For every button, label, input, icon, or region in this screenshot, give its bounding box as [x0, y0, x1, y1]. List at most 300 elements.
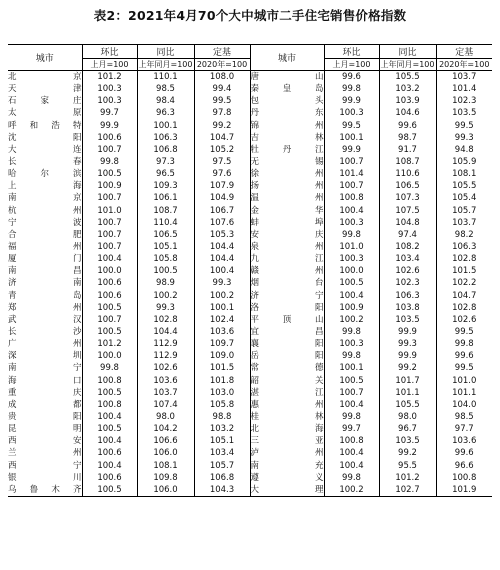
- city-name-left: [8, 180, 82, 192]
- mom-value-left: 99.8: [82, 156, 137, 168]
- yoy-value-left: 106.0: [137, 484, 194, 497]
- city-label: 韶关: [250, 375, 324, 386]
- city-label: 杭州: [8, 205, 82, 216]
- city-name-right: [250, 411, 324, 423]
- mom-value-right: 100.4: [324, 290, 379, 302]
- yoy-value-left: 102.6: [137, 362, 194, 374]
- mom-value-right: 100.3: [324, 217, 379, 229]
- fixed-value-right: 99.3: [436, 132, 492, 144]
- yoy-value-right: 107.3: [379, 192, 436, 204]
- yoy-value-left: 99.3: [137, 302, 194, 314]
- yoy-value-right: 102.6: [379, 265, 436, 277]
- mom-value-right: 100.4: [324, 447, 379, 459]
- mom-value-left: 100.5: [82, 484, 137, 497]
- fixed-value-left: 98.8: [194, 411, 250, 423]
- mom-value-right: 99.6: [324, 71, 379, 84]
- table-row: [8, 375, 492, 387]
- city-label: 扬州: [250, 181, 324, 192]
- yoy-value-left: 97.3: [137, 156, 194, 168]
- fixed-value-right: 94.8: [436, 144, 492, 156]
- fixed-value-left: 105.2: [194, 144, 250, 156]
- header-row: [8, 45, 492, 59]
- yoy-value-left: 112.9: [137, 350, 194, 362]
- mom-value-left: 100.6: [82, 290, 137, 302]
- city-label: 大连: [8, 144, 82, 155]
- yoy-value-right: 103.2: [379, 83, 436, 95]
- yoy-value-left: 106.3: [137, 132, 194, 144]
- fixed-value-right: 108.1: [436, 168, 492, 180]
- mom-value-right: 101.0: [324, 241, 379, 253]
- mom-value-right: 99.9: [324, 144, 379, 156]
- table-row: [8, 95, 492, 107]
- yoy-value-right: 99.3: [379, 338, 436, 350]
- fixed-value-right: 105.5: [436, 180, 492, 192]
- yoy-value-right: 110.6: [379, 168, 436, 180]
- yoy-value-right: 102.7: [379, 484, 436, 497]
- city-label: 昆明: [8, 424, 82, 435]
- yoy-value-left: 108.1: [137, 460, 194, 472]
- city-label: 呼和浩特: [8, 120, 82, 131]
- fixed-value-left: 103.2: [194, 423, 250, 435]
- yoy-value-left: 103.6: [137, 375, 194, 387]
- table-row: [8, 277, 492, 289]
- fixed-value-left: 106.8: [194, 472, 250, 484]
- city-label: 沈阳: [8, 132, 82, 143]
- fixed-value-right: 102.8: [436, 253, 492, 265]
- yoy-value-right: 106.5: [379, 180, 436, 192]
- fixed-value-left: 99.4: [194, 83, 250, 95]
- yoy-value-left: 112.9: [137, 338, 194, 350]
- fixed-value-left: 103.0: [194, 387, 250, 399]
- city-name-left: [8, 423, 82, 435]
- city-label: 北海: [250, 424, 324, 435]
- mom-base-left: 上月=100: [82, 59, 137, 71]
- fixed-value-right: 102.3: [436, 95, 492, 107]
- yoy-value-left: 106.5: [137, 229, 194, 241]
- yoy-value-right: 96.7: [379, 423, 436, 435]
- city-name-right: [250, 435, 324, 447]
- mom-value-left: 100.7: [82, 229, 137, 241]
- city-name-right: [250, 302, 324, 314]
- yoy-header-left: 同比: [137, 45, 194, 59]
- fixed-value-left: 99.2: [194, 120, 250, 132]
- fixed-value-right: 105.7: [436, 205, 492, 217]
- fixed-value-right: 101.0: [436, 375, 492, 387]
- mom-value-right: 100.5: [324, 375, 379, 387]
- yoy-value-right: 105.5: [379, 71, 436, 84]
- mom-value-right: 100.4: [324, 399, 379, 411]
- fixed-value-right: 101.1: [436, 387, 492, 399]
- city-label: 秦皇岛: [250, 84, 324, 95]
- city-label: 宁波: [8, 217, 82, 228]
- fixed-value-right: 99.8: [436, 338, 492, 350]
- city-label: 金华: [250, 205, 324, 216]
- table-row: [8, 229, 492, 241]
- fixed-value-left: 100.4: [194, 265, 250, 277]
- mom-value-right: 100.3: [324, 338, 379, 350]
- fixed-value-left: 104.7: [194, 132, 250, 144]
- fixed-value-left: 100.2: [194, 290, 250, 302]
- table-row: [8, 265, 492, 277]
- city-name-right: [250, 326, 324, 338]
- city-name-right: [250, 484, 324, 497]
- city-label: 安庆: [250, 229, 324, 240]
- fixed-value-left: 99.3: [194, 277, 250, 289]
- yoy-value-left: 96.3: [137, 107, 194, 119]
- fixed-value-left: 97.6: [194, 168, 250, 180]
- mom-value-right: 100.3: [324, 107, 379, 119]
- table-row: [8, 241, 492, 253]
- mom-value-left: 100.3: [82, 95, 137, 107]
- fixed-value-left: 107.9: [194, 180, 250, 192]
- table-row: [8, 107, 492, 119]
- yoy-value-left: 98.0: [137, 411, 194, 423]
- city-label: 襄阳: [250, 339, 324, 350]
- mom-value-right: 100.2: [324, 314, 379, 326]
- city-name-right: [250, 132, 324, 144]
- mom-value-right: 100.1: [324, 362, 379, 374]
- mom-value-left: 100.8: [82, 375, 137, 387]
- city-label: 烟台: [250, 278, 324, 289]
- city-name-left: [8, 350, 82, 362]
- yoy-value-right: 97.4: [379, 229, 436, 241]
- page-title: 表2：2021年4月70个大中城市二手住宅销售价格指数: [93, 8, 407, 23]
- city-label: 太原: [8, 108, 82, 119]
- table-row: [8, 387, 492, 399]
- city-name-right: [250, 241, 324, 253]
- yoy-value-left: 106.0: [137, 447, 194, 459]
- yoy-value-left: 103.7: [137, 387, 194, 399]
- fixed-value-left: 103.6: [194, 326, 250, 338]
- mom-header-left: 环比: [82, 45, 137, 59]
- mom-value-right: 100.8: [324, 435, 379, 447]
- city-label: 青岛: [8, 290, 82, 301]
- city-label: 三亚: [250, 436, 324, 447]
- city-label: 南宁: [8, 363, 82, 374]
- city-name-left: [8, 144, 82, 156]
- yoy-value-right: 99.9: [379, 350, 436, 362]
- city-name-right: [250, 156, 324, 168]
- city-label: 丹东: [250, 108, 324, 119]
- table-row: [8, 205, 492, 217]
- city-header-right: 城市: [250, 45, 324, 71]
- city-name-right: [250, 205, 324, 217]
- mom-value-right: 99.8: [324, 411, 379, 423]
- table-row: [8, 338, 492, 350]
- city-name-right: [250, 265, 324, 277]
- fixed-value-right: 101.9: [436, 484, 492, 497]
- city-name-left: [8, 192, 82, 204]
- city-name-right: [250, 144, 324, 156]
- table-body: [8, 71, 492, 497]
- mom-value-left: 101.2: [82, 71, 137, 84]
- fixed-value-right: 104.0: [436, 399, 492, 411]
- fixed-base-right: 2020年=100: [436, 59, 492, 71]
- city-label: 济南: [8, 278, 82, 289]
- city-label: 上海: [8, 181, 82, 192]
- yoy-value-right: 103.5: [379, 435, 436, 447]
- city-label: 天津: [8, 84, 82, 95]
- mom-value-right: 100.2: [324, 484, 379, 497]
- yoy-value-left: 106.8: [137, 144, 194, 156]
- city-label: 泉州: [250, 242, 324, 253]
- table-row: [8, 71, 492, 84]
- city-label: 重庆: [8, 387, 82, 398]
- city-label: 无锡: [250, 157, 324, 168]
- fixed-header-left: 定基: [194, 45, 250, 59]
- city-label: 长春: [8, 157, 82, 168]
- city-name-left: [8, 302, 82, 314]
- fixed-value-left: 108.0: [194, 71, 250, 84]
- city-label: 包头: [250, 96, 324, 107]
- fixed-value-right: 100.8: [436, 472, 492, 484]
- table-row: [8, 290, 492, 302]
- yoy-header-right: 同比: [379, 45, 436, 59]
- fixed-value-left: 105.8: [194, 399, 250, 411]
- fixed-value-right: 99.6: [436, 447, 492, 459]
- yoy-value-right: 107.5: [379, 205, 436, 217]
- fixed-value-right: 102.8: [436, 302, 492, 314]
- fixed-value-right: 99.6: [436, 350, 492, 362]
- yoy-value-right: 108.2: [379, 241, 436, 253]
- city-label: 北京: [8, 72, 82, 83]
- mom-value-left: 100.0: [82, 350, 137, 362]
- yoy-value-left: 104.2: [137, 423, 194, 435]
- fixed-value-left: 107.6: [194, 217, 250, 229]
- table-row: [8, 326, 492, 338]
- table-row: [8, 484, 492, 497]
- yoy-value-left: 100.5: [137, 265, 194, 277]
- city-name-left: [8, 338, 82, 350]
- city-name-right: [250, 120, 324, 132]
- table-row: [8, 362, 492, 374]
- price-index-table: [8, 44, 492, 497]
- fixed-value-left: 104.3: [194, 484, 250, 497]
- yoy-value-left: 109.3: [137, 180, 194, 192]
- city-label: 宜昌: [250, 327, 324, 338]
- city-name-left: [8, 253, 82, 265]
- city-label: 武汉: [8, 314, 82, 325]
- city-name-right: [250, 399, 324, 411]
- table-row: [8, 447, 492, 459]
- mom-value-left: 100.5: [82, 387, 137, 399]
- city-name-left: [8, 290, 82, 302]
- city-label: 湛江: [250, 387, 324, 398]
- city-label: 南昌: [8, 266, 82, 277]
- table-row: [8, 423, 492, 435]
- city-name-left: [8, 484, 82, 497]
- city-label: 兰州: [8, 448, 82, 459]
- yoy-value-right: 101.1: [379, 387, 436, 399]
- mom-value-left: 100.6: [82, 277, 137, 289]
- mom-value-right: 100.9: [324, 302, 379, 314]
- yoy-base-right: 上年同月=100: [380, 60, 435, 69]
- fixed-value-left: 103.4: [194, 447, 250, 459]
- fixed-value-right: 96.6: [436, 460, 492, 472]
- mom-value-left: 100.7: [82, 314, 137, 326]
- mom-value-left: 99.9: [82, 120, 137, 132]
- city-name-left: [8, 362, 82, 374]
- city-label: 桂林: [250, 412, 324, 422]
- mom-value-left: 100.6: [82, 472, 137, 484]
- mom-value-left: 101.0: [82, 205, 137, 217]
- yoy-value-right: 103.8: [379, 302, 436, 314]
- fixed-value-left: 105.1: [194, 435, 250, 447]
- yoy-value-right: 99.9: [379, 326, 436, 338]
- table-row: [8, 156, 492, 168]
- city-name-left: [8, 435, 82, 447]
- table-row: [8, 411, 492, 423]
- mom-value-left: 100.6: [82, 447, 137, 459]
- yoy-base-left: 上年同月=100: [138, 60, 193, 69]
- table-row: [8, 120, 492, 132]
- city-name-right: [250, 362, 324, 374]
- city-label: 温州: [250, 193, 324, 204]
- mom-value-left: 100.7: [82, 241, 137, 253]
- fixed-base-left: 2020年=100: [194, 59, 250, 71]
- city-label: 赣州: [250, 266, 324, 277]
- mom-value-left: 100.4: [82, 460, 137, 472]
- fixed-value-right: 101.5: [436, 265, 492, 277]
- city-name-left: [8, 205, 82, 217]
- yoy-value-right: 99.2: [379, 362, 436, 374]
- city-label: 南京: [8, 193, 82, 204]
- fixed-value-left: 104.9: [194, 192, 250, 204]
- city-name-right: [250, 277, 324, 289]
- mom-value-right: 100.4: [324, 205, 379, 217]
- table-row: [8, 192, 492, 204]
- city-label: 成都: [8, 399, 82, 410]
- table-row: [8, 472, 492, 484]
- city-label: 哈尔滨: [8, 169, 82, 180]
- fixed-value-right: 106.3: [436, 241, 492, 253]
- fixed-value-right: 104.7: [436, 290, 492, 302]
- fixed-value-left: 102.4: [194, 314, 250, 326]
- city-label: 深圳: [8, 351, 82, 362]
- city-header-left: 城市: [8, 45, 82, 71]
- fixed-value-right: 103.7: [436, 71, 492, 84]
- city-label: 牡丹江: [250, 144, 324, 155]
- yoy-value-left: 104.4: [137, 326, 194, 338]
- fixed-value-right: 99.5: [436, 326, 492, 338]
- yoy-value-right: 106.3: [379, 290, 436, 302]
- city-label: 徐州: [250, 169, 324, 180]
- mom-value-left: 99.8: [82, 362, 137, 374]
- city-label: 平顶山: [250, 314, 324, 325]
- city-name-right: [250, 290, 324, 302]
- yoy-value-left: 96.5: [137, 168, 194, 180]
- yoy-value-left: 106.6: [137, 435, 194, 447]
- yoy-value-right: 99.2: [379, 447, 436, 459]
- mom-value-right: 100.3: [324, 253, 379, 265]
- city-name-right: [250, 460, 324, 472]
- mom-value-left: 100.7: [82, 192, 137, 204]
- city-name-left: [8, 472, 82, 484]
- city-name-right: [250, 253, 324, 265]
- mom-value-left: 100.7: [82, 144, 137, 156]
- city-label: 济宁: [250, 290, 324, 301]
- mom-value-left: 100.9: [82, 180, 137, 192]
- city-name-right: [250, 71, 324, 84]
- city-name-right: [250, 107, 324, 119]
- mom-value-right: 99.7: [324, 423, 379, 435]
- city-label: 贵阳: [8, 412, 82, 422]
- table-row: [8, 314, 492, 326]
- yoy-value-left: 106.1: [137, 192, 194, 204]
- city-name-right: [250, 217, 324, 229]
- city-name-right: [250, 83, 324, 95]
- yoy-value-right: 102.3: [379, 277, 436, 289]
- mom-value-right: 99.8: [324, 326, 379, 338]
- mom-value-left: 100.4: [82, 411, 137, 423]
- fixed-value-right: 99.5: [436, 120, 492, 132]
- table-row: [8, 180, 492, 192]
- yoy-value-right: 108.7: [379, 156, 436, 168]
- city-label: 吉林: [250, 132, 324, 143]
- mom-value-left: 100.5: [82, 302, 137, 314]
- mom-value-left: 100.7: [82, 217, 137, 229]
- city-name-left: [8, 132, 82, 144]
- table-row: [8, 350, 492, 362]
- table-row: [8, 460, 492, 472]
- mom-value-right: 99.8: [324, 472, 379, 484]
- fixed-value-left: 97.8: [194, 107, 250, 119]
- mom-value-left: 101.2: [82, 338, 137, 350]
- yoy-value-right: 104.6: [379, 107, 436, 119]
- yoy-value-right: 91.7: [379, 144, 436, 156]
- yoy-value-left: 105.1: [137, 241, 194, 253]
- city-name-left: [8, 229, 82, 241]
- fixed-value-left: 109.0: [194, 350, 250, 362]
- yoy-value-right: 101.7: [379, 375, 436, 387]
- fixed-value-right: 103.6: [436, 435, 492, 447]
- fixed-value-left: 104.4: [194, 253, 250, 265]
- mom-value-right: 100.7: [324, 387, 379, 399]
- fixed-value-right: 102.6: [436, 314, 492, 326]
- yoy-value-left: 98.9: [137, 277, 194, 289]
- mom-value-right: 100.4: [324, 460, 379, 472]
- city-label: 蚌埠: [250, 217, 324, 228]
- fixed-value-left: 106.7: [194, 205, 250, 217]
- city-name-left: [8, 375, 82, 387]
- yoy-value-right: 101.2: [379, 472, 436, 484]
- fixed-value-left: 101.8: [194, 375, 250, 387]
- yoy-value-left: 98.5: [137, 83, 194, 95]
- mom-value-right: 100.5: [324, 277, 379, 289]
- city-label: 九江: [250, 254, 324, 265]
- city-name-right: [250, 423, 324, 435]
- city-label: 唐山: [250, 72, 324, 83]
- table-row: [8, 435, 492, 447]
- yoy-value-right: 105.5: [379, 399, 436, 411]
- city-name-left: [8, 447, 82, 459]
- yoy-value-left: 110.1: [137, 71, 194, 84]
- city-label: 长沙: [8, 327, 82, 338]
- city-label: 西安: [8, 436, 82, 447]
- city-name-left: [8, 71, 82, 84]
- table-row: [8, 83, 492, 95]
- table-row: [8, 253, 492, 265]
- mom-value-right: 100.0: [324, 265, 379, 277]
- mom-value-left: 99.7: [82, 107, 137, 119]
- city-label: 合肥: [8, 229, 82, 240]
- city-name-left: [8, 277, 82, 289]
- city-label: 福州: [8, 242, 82, 253]
- mom-value-right: 100.8: [324, 192, 379, 204]
- city-name-left: [8, 387, 82, 399]
- city-label: 锦州: [250, 120, 324, 131]
- yoy-value-right: 104.8: [379, 217, 436, 229]
